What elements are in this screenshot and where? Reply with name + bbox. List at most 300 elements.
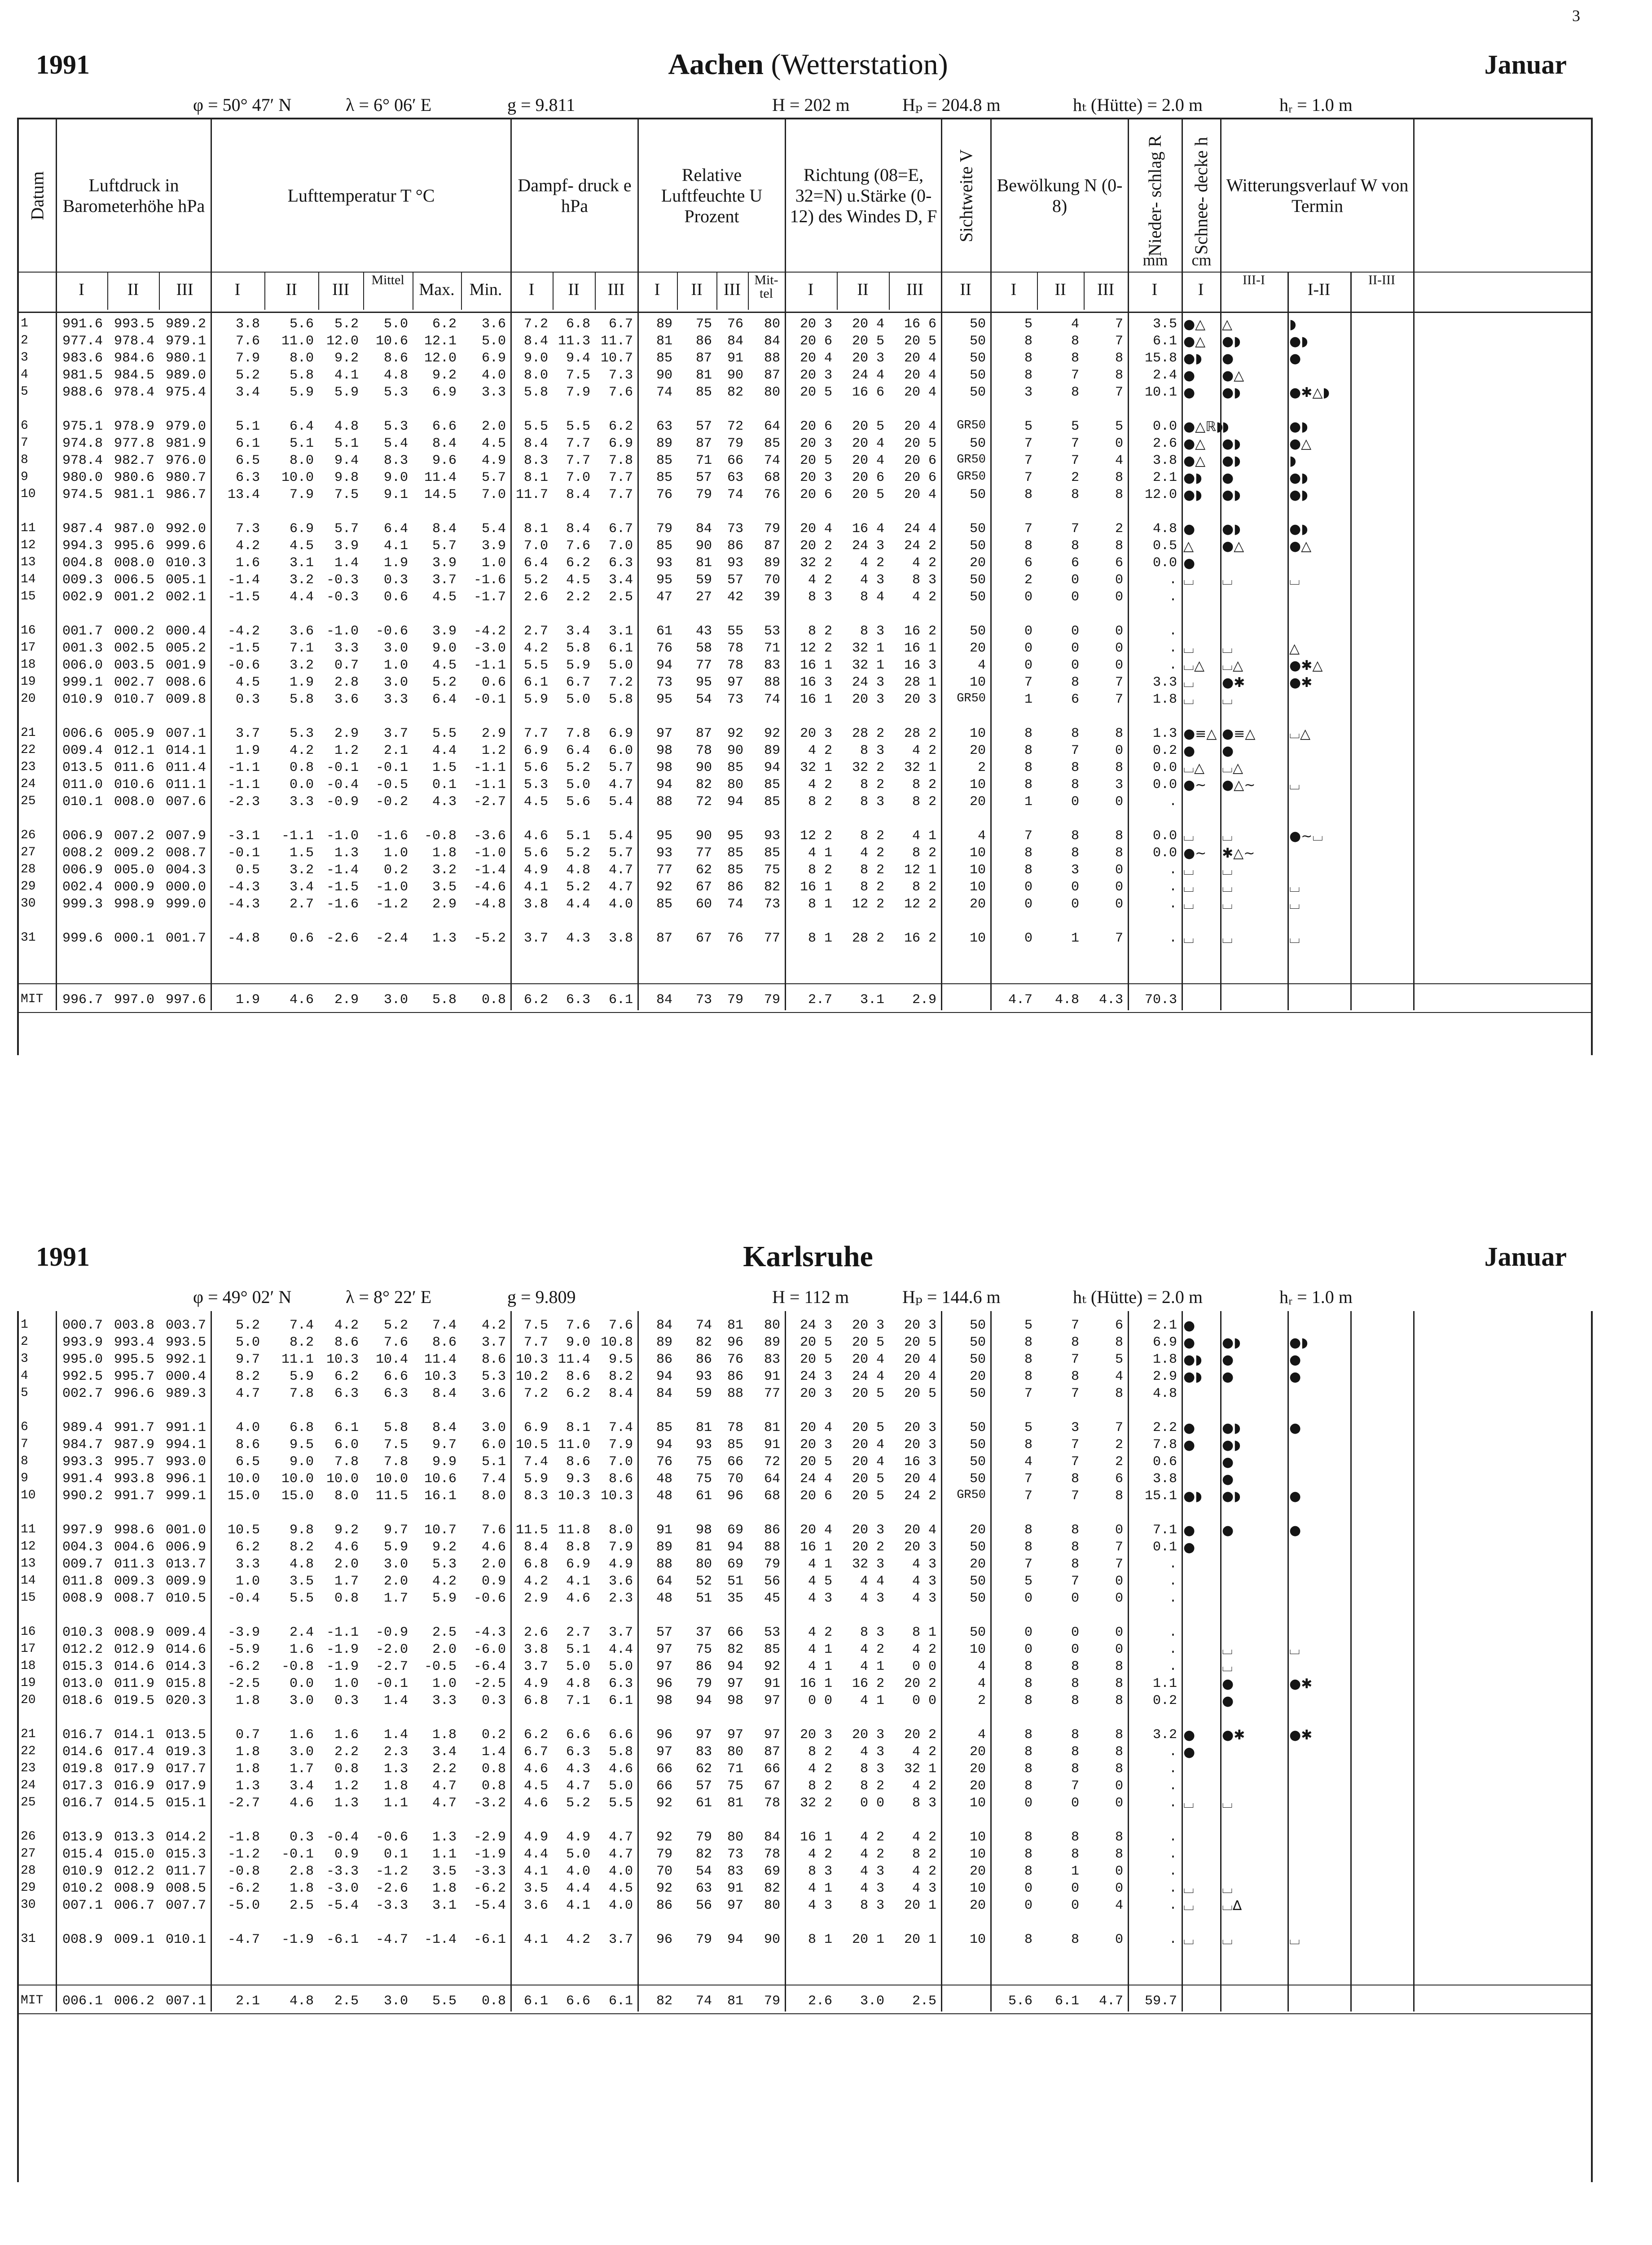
data-cell: 5.7 xyxy=(608,760,633,775)
data-cell: 7 xyxy=(1024,1386,1032,1401)
data-cell: 8 xyxy=(1115,1830,1123,1845)
data-cell: 76 xyxy=(656,641,672,656)
data-cell: 7 xyxy=(1071,1437,1079,1453)
data-cell: 7 xyxy=(1024,828,1032,844)
station-name: Aachen xyxy=(668,48,764,81)
data-cell: 20 2 xyxy=(904,1676,936,1691)
data-cell: -3.3 xyxy=(326,1864,359,1879)
data-cell: 85 xyxy=(727,760,743,775)
data-cell: 78 xyxy=(764,1847,780,1862)
data-cell: 013.3 xyxy=(114,1830,154,1845)
data-cell: 20 4 xyxy=(852,1352,884,1367)
data-cell: 5.5 xyxy=(289,1591,314,1606)
data-cell: 0 xyxy=(1115,1881,1123,1896)
data-cell: 20 3 xyxy=(852,1318,884,1333)
data-cell: 8.2 xyxy=(608,1369,633,1384)
data-cell: 991.4 xyxy=(62,1471,103,1487)
data-cell: 8 xyxy=(1024,538,1032,554)
data-cell: -2.3 xyxy=(227,794,260,810)
data-cell: 82 xyxy=(727,1642,743,1657)
data-cell: 5.2 xyxy=(235,368,260,383)
data-cell: 50 xyxy=(969,334,986,349)
weather-symbol: ●◗ xyxy=(1289,1335,1308,1351)
data-cell: 4.7 xyxy=(608,880,633,895)
mean-cell: 4.3 xyxy=(1098,992,1123,1008)
data-cell: 4 xyxy=(1115,1369,1123,1384)
data-cell: 5.1 xyxy=(235,419,260,434)
data-cell: 7.9 xyxy=(566,385,590,400)
data-cell: 75 xyxy=(695,317,712,332)
data-cell: 12.1 xyxy=(424,334,457,349)
data-cell: 4 2 xyxy=(808,743,832,758)
data-cell: 97 xyxy=(695,1727,712,1743)
data-cell: 12 2 xyxy=(904,897,936,912)
data-cell: 1.6 xyxy=(289,1727,314,1743)
data-cell: 8 xyxy=(1024,1659,1032,1674)
data-cell: 11.4 xyxy=(424,1352,457,1367)
data-cell: 20 4 xyxy=(904,1523,936,1538)
data-cell: 3.8 xyxy=(235,317,260,332)
data-cell: 8.0 xyxy=(334,1488,359,1504)
data-cell: -0.8 xyxy=(227,1864,260,1879)
data-cell: 67 xyxy=(695,931,712,946)
data-cell: 0.5 xyxy=(235,863,260,878)
data-cell: 20 xyxy=(969,1744,986,1760)
data-cell: 10 xyxy=(969,931,986,946)
data-cell: 89 xyxy=(764,1335,780,1350)
data-cell: 6.5 xyxy=(235,453,260,468)
day-cell: 14 xyxy=(21,572,36,586)
sub-header-cell: III xyxy=(1097,280,1114,299)
weather-symbol: ● xyxy=(1289,1369,1301,1385)
data-cell: 4 2 xyxy=(860,1642,884,1657)
data-cell: -1.0 xyxy=(326,624,359,639)
data-cell: 5.0 xyxy=(481,334,506,349)
data-cell: 993.3 xyxy=(62,1454,103,1470)
data-cell: 3.6 xyxy=(608,1574,633,1589)
data-cell: -4.2 xyxy=(227,624,260,639)
data-cell: 4 3 xyxy=(912,1881,936,1896)
data-cell: 7 xyxy=(1071,453,1079,468)
data-cell: 3.4 xyxy=(289,880,314,895)
data-cell: 0 xyxy=(1115,880,1123,895)
data-cell: 8 xyxy=(1071,1676,1079,1691)
data-cell: 8 xyxy=(1071,1471,1079,1487)
header-sicht-label: Sichtweite V xyxy=(956,149,976,242)
data-cell: 1.6 xyxy=(289,1642,314,1657)
table-row xyxy=(17,828,1593,843)
data-cell: 2.7 xyxy=(566,1625,590,1640)
data-cell: 0 xyxy=(1071,1591,1079,1606)
data-cell: 9.2 xyxy=(432,1540,457,1555)
data-cell: 83 xyxy=(695,1744,712,1760)
data-cell: 5 xyxy=(1024,1420,1032,1435)
weather-symbol: ● xyxy=(1289,1352,1301,1368)
data-cell: 85 xyxy=(764,794,780,810)
data-cell: 6.3 xyxy=(383,1386,408,1401)
data-cell: . xyxy=(1169,1932,1177,1947)
mean-cell: 2.7 xyxy=(808,992,832,1008)
data-cell: 20 3 xyxy=(904,1318,936,1333)
data-cell: 017.7 xyxy=(165,1761,206,1777)
data-cell: -5.4 xyxy=(473,1898,506,1913)
data-cell: 7 xyxy=(1071,1574,1079,1589)
data-cell: 7.6 xyxy=(383,1335,408,1350)
sub-header-cell: II xyxy=(568,280,580,299)
data-cell: 4 2 xyxy=(912,590,936,605)
data-cell: 8 xyxy=(1024,1761,1032,1777)
day-cell: 19 xyxy=(21,1676,36,1690)
day-cell: 4 xyxy=(21,1369,28,1383)
data-cell: 014.5 xyxy=(114,1796,154,1811)
data-cell: 0.8 xyxy=(334,1591,359,1606)
data-cell: 6.3 xyxy=(235,470,260,485)
data-cell: 0.8 xyxy=(481,1778,506,1794)
data-cell: 7 xyxy=(1071,1318,1079,1333)
data-cell: 9.5 xyxy=(289,1437,314,1453)
table-row xyxy=(17,572,1593,587)
data-cell: 7.6 xyxy=(566,1318,590,1333)
data-cell: 4 xyxy=(1024,1454,1032,1470)
data-cell: 58 xyxy=(695,641,712,656)
day-cell: 15 xyxy=(21,1591,36,1605)
data-cell: 5.4 xyxy=(481,521,506,537)
data-cell: 76 xyxy=(727,1352,743,1367)
mean-cell: 2.1 xyxy=(235,1994,260,2009)
day-cell: 6 xyxy=(21,419,28,433)
data-cell: 7.4 xyxy=(432,1318,457,1333)
data-cell: 5.3 xyxy=(432,1557,457,1572)
data-cell: 2.2 xyxy=(432,1761,457,1777)
data-cell: 96 xyxy=(656,1676,672,1691)
data-cell: 6.9 xyxy=(608,726,633,741)
day-cell: 21 xyxy=(21,1727,36,1741)
data-cell: 3.7 xyxy=(608,1625,633,1640)
data-cell: 1.8 xyxy=(235,1744,260,1760)
weather-symbol: ⌴△ xyxy=(1183,658,1205,674)
data-cell: 5.1 xyxy=(481,1454,506,1470)
data-cell: 8 xyxy=(1071,1369,1079,1384)
sub-header-cell: III xyxy=(332,280,349,299)
table-row xyxy=(17,1881,1593,1896)
weather-symbol: ●△∼ xyxy=(1222,777,1256,793)
data-cell: 74 xyxy=(764,453,780,468)
data-cell: 1.9 xyxy=(383,555,408,571)
data-cell: 5.4 xyxy=(383,436,408,451)
data-cell: 20 4 xyxy=(852,1454,884,1470)
mean-cell: 6.1 xyxy=(1054,1994,1079,2009)
data-cell: 7.4 xyxy=(523,1454,548,1470)
table-row xyxy=(17,931,1593,946)
data-cell: 7 xyxy=(1024,675,1032,690)
data-cell: 8 2 xyxy=(860,828,884,844)
data-cell: 20 4 xyxy=(904,385,936,400)
data-cell: 82 xyxy=(695,1335,712,1350)
mean-cell: 1.9 xyxy=(235,992,260,1008)
data-cell: 7 xyxy=(1071,1386,1079,1401)
data-cell: 20 1 xyxy=(852,1932,884,1947)
data-cell: 4.9 xyxy=(523,863,548,878)
data-cell: . xyxy=(1169,863,1177,878)
data-cell: 10 xyxy=(969,1932,986,1947)
data-cell: 000.4 xyxy=(165,1369,206,1384)
data-cell: 10.6 xyxy=(424,1471,457,1487)
data-cell: 1.3 xyxy=(383,1761,408,1777)
data-cell: 0.3 xyxy=(383,572,408,588)
data-cell: 8 3 xyxy=(808,590,832,605)
data-cell: 8 1 xyxy=(808,1932,832,1947)
data-cell: 2 xyxy=(1071,470,1079,485)
data-cell: 2 xyxy=(1115,521,1123,537)
data-cell: 20 3 xyxy=(800,470,832,485)
data-cell: 8.6 xyxy=(566,1369,590,1384)
data-cell: 7 xyxy=(1024,1557,1032,1572)
data-cell: 87 xyxy=(695,351,712,366)
data-cell: 7 xyxy=(1071,743,1079,758)
data-cell: 2.9 xyxy=(432,897,457,912)
data-cell: 12.0 xyxy=(326,334,359,349)
table-row xyxy=(17,897,1593,911)
sub-header-cell: II xyxy=(286,280,297,299)
data-cell: 4.1 xyxy=(334,368,359,383)
data-cell: 95 xyxy=(727,828,743,844)
data-cell: 75 xyxy=(695,1471,712,1487)
data-cell: 005.0 xyxy=(114,863,154,878)
data-cell: 1.7 xyxy=(383,1591,408,1606)
data-cell: 0.0 xyxy=(1152,777,1177,792)
data-cell: -6.4 xyxy=(473,1659,506,1674)
data-cell: 1.4 xyxy=(383,1727,408,1743)
data-cell: . xyxy=(1169,1847,1177,1862)
data-cell: 7.6 xyxy=(235,334,260,349)
data-cell: -5.0 xyxy=(227,1898,260,1913)
day-cell: 18 xyxy=(21,658,36,672)
data-cell: -0.6 xyxy=(375,1830,408,1845)
station-meta-h: H = 202 m xyxy=(772,95,850,115)
day-cell: 11 xyxy=(21,1523,36,1536)
data-cell: 991.7 xyxy=(114,1488,154,1504)
data-cell: 981.5 xyxy=(62,368,103,383)
data-cell: 999.6 xyxy=(62,931,103,946)
data-cell: 6.7 xyxy=(523,1744,548,1760)
data-cell: 85 xyxy=(656,351,672,366)
day-cell: 10 xyxy=(21,487,36,501)
table-row xyxy=(17,1727,1593,1742)
table-row xyxy=(17,538,1593,553)
data-cell: 1.2 xyxy=(334,1778,359,1794)
data-cell: . xyxy=(1169,1557,1177,1572)
data-cell: 978.9 xyxy=(114,419,154,434)
data-cell: 7.2 xyxy=(523,317,548,332)
data-cell: 20 3 xyxy=(904,1540,936,1555)
data-cell: 3.1 xyxy=(432,1898,457,1913)
data-cell: 7 xyxy=(1115,692,1123,707)
data-cell: 3.3 xyxy=(289,794,314,810)
data-cell: 996.1 xyxy=(165,1471,206,1487)
data-cell: 5.9 xyxy=(566,658,590,673)
data-cell: 7 xyxy=(1024,453,1032,468)
data-cell: 7 xyxy=(1024,436,1032,451)
mean-cell: 3.0 xyxy=(383,1994,408,2009)
data-cell: 6.1 xyxy=(235,436,260,451)
data-cell: 9.6 xyxy=(432,453,457,468)
data-cell: 8 xyxy=(1024,1437,1032,1453)
data-cell: 4.5 xyxy=(432,590,457,605)
table-row xyxy=(17,1335,1593,1350)
data-cell: 66 xyxy=(727,1625,743,1640)
data-cell: 98 xyxy=(656,760,672,775)
data-cell: 7 xyxy=(1024,1471,1032,1487)
data-cell: 81 xyxy=(695,368,712,383)
mean-cell: 79 xyxy=(764,1994,780,2009)
data-cell: -2.0 xyxy=(375,1642,408,1657)
data-cell: 6.4 xyxy=(523,555,548,571)
data-cell: 0 xyxy=(1115,1778,1123,1794)
day-cell: 8 xyxy=(21,1454,28,1468)
data-cell: -0.1 xyxy=(375,1676,408,1691)
data-cell: -5.4 xyxy=(326,1898,359,1913)
data-cell: -4.3 xyxy=(227,897,260,912)
data-cell: 5.5 xyxy=(523,658,548,673)
data-cell: 66 xyxy=(656,1778,672,1794)
data-cell: -2.5 xyxy=(227,1676,260,1691)
data-cell: 8.8 xyxy=(566,1540,590,1555)
data-cell: 12 2 xyxy=(800,641,832,656)
data-cell: 3.4 xyxy=(566,624,590,639)
data-cell: 0.0 xyxy=(1152,555,1177,571)
data-cell: 85 xyxy=(656,453,672,468)
data-cell: 2.3 xyxy=(383,1744,408,1760)
data-cell: 90 xyxy=(656,368,672,383)
sub-header-cell: Min. xyxy=(469,280,502,299)
data-cell: -0.9 xyxy=(326,794,359,810)
data-cell: 4.2 xyxy=(481,1318,506,1333)
data-cell: 0 xyxy=(1115,743,1123,758)
data-cell: 0 xyxy=(1024,658,1032,673)
data-cell: 6 xyxy=(1071,555,1079,571)
station-meta-g: g = 9.809 xyxy=(507,1287,576,1307)
data-cell: 4.2 xyxy=(523,1574,548,1589)
data-cell: 8 xyxy=(1024,1352,1032,1367)
data-cell: 93 xyxy=(764,828,780,844)
data-cell: 67 xyxy=(764,1778,780,1794)
data-cell: 20 xyxy=(969,743,986,758)
data-cell: 79 xyxy=(764,521,780,537)
sub-header-cell: III xyxy=(724,280,741,299)
mean-cell: 84 xyxy=(656,992,672,1008)
weather-symbol: ⌴ xyxy=(1222,1796,1233,1811)
data-cell: -2.5 xyxy=(473,1676,506,1691)
data-cell: 6.2 xyxy=(432,317,457,332)
data-cell: 2 xyxy=(1024,572,1032,588)
data-cell: 77 xyxy=(695,845,712,861)
mean-cell: 0.8 xyxy=(481,1994,506,2009)
data-cell: 7.6 xyxy=(608,385,633,400)
data-cell: -2.4 xyxy=(375,931,408,946)
data-cell: 0.1 xyxy=(1152,1540,1177,1555)
data-cell: 4.6 xyxy=(289,1796,314,1811)
data-cell: 20 5 xyxy=(852,334,884,349)
data-cell: 82 xyxy=(695,1847,712,1862)
data-cell: 32 3 xyxy=(852,1557,884,1572)
data-cell: -0.5 xyxy=(424,1659,457,1674)
data-cell: 57 xyxy=(727,572,743,588)
data-cell: 1.3 xyxy=(235,1778,260,1794)
data-cell: 85 xyxy=(727,863,743,878)
data-cell: 61 xyxy=(695,1488,712,1504)
data-cell: 8 3 xyxy=(912,572,936,588)
data-cell: 5.0 xyxy=(608,658,633,673)
data-cell: 5.7 xyxy=(481,470,506,485)
data-cell: 5 xyxy=(1115,419,1123,434)
data-cell: 0 xyxy=(1115,897,1123,912)
data-cell: 4.6 xyxy=(523,828,548,844)
data-cell: 8 xyxy=(1115,1761,1123,1777)
data-cell: 20 5 xyxy=(800,1335,832,1350)
data-cell: 98 xyxy=(695,1523,712,1538)
weather-symbol: ● xyxy=(1289,351,1301,366)
data-cell: 0.8 xyxy=(334,1761,359,1777)
data-cell: 6.9 xyxy=(523,743,548,758)
data-cell: 45 xyxy=(764,1591,780,1606)
data-cell: 8 xyxy=(1071,675,1079,690)
data-cell: 001.3 xyxy=(62,641,103,656)
data-cell: 6.9 xyxy=(566,1557,590,1572)
data-cell: 10.7 xyxy=(600,351,633,366)
data-cell: 008.9 xyxy=(114,1625,154,1640)
data-cell: 4.1 xyxy=(523,880,548,895)
data-cell: 4.6 xyxy=(334,1540,359,1555)
station-meta-hp: Hₚ = 204.8 m xyxy=(902,95,1001,115)
data-cell: 992.0 xyxy=(165,521,206,537)
data-cell: 4.1 xyxy=(566,1574,590,1589)
data-cell: 8.4 xyxy=(523,1540,548,1555)
data-cell: 8 1 xyxy=(808,897,832,912)
mean-bottom-line xyxy=(17,1012,1593,1013)
data-cell: 80 xyxy=(764,317,780,332)
data-cell: 4.5 xyxy=(608,1881,633,1896)
day-cell: 27 xyxy=(21,845,36,859)
weather-symbol: ●△ xyxy=(1222,538,1244,554)
data-cell: 63 xyxy=(656,419,672,434)
data-cell: 64 xyxy=(764,419,780,434)
data-cell: 1.3 xyxy=(334,845,359,861)
data-cell: 5.9 xyxy=(383,1540,408,1555)
grid-line-minor xyxy=(716,272,717,310)
data-cell: . xyxy=(1169,1625,1177,1640)
data-cell: 84 xyxy=(764,1830,780,1845)
data-cell: 3.5 xyxy=(432,880,457,895)
data-cell: 1.8 xyxy=(289,1881,314,1896)
data-cell: 85 xyxy=(764,436,780,451)
data-cell: 10.5 xyxy=(227,1523,260,1538)
data-cell: 8 xyxy=(1024,334,1032,349)
weather-symbol: ⌴ xyxy=(1183,1898,1194,1914)
mean-cell: 4.8 xyxy=(1054,992,1079,1008)
data-cell: 20 3 xyxy=(800,726,832,741)
data-cell: 57 xyxy=(695,470,712,485)
day-cell: 17 xyxy=(21,641,36,655)
data-cell: 2.1 xyxy=(383,743,408,758)
data-cell: 8 xyxy=(1071,1557,1079,1572)
data-cell: 63 xyxy=(695,1881,712,1896)
data-cell: 50 xyxy=(969,317,986,332)
data-cell: 79 xyxy=(695,1676,712,1691)
header-wind-label: Richtung (08=E, 32=N) u.Stärke (0-12) des Windes D, F xyxy=(790,165,937,226)
data-cell: 7.4 xyxy=(481,1471,506,1487)
data-cell: 53 xyxy=(764,1625,780,1640)
data-cell: . xyxy=(1169,1591,1177,1606)
